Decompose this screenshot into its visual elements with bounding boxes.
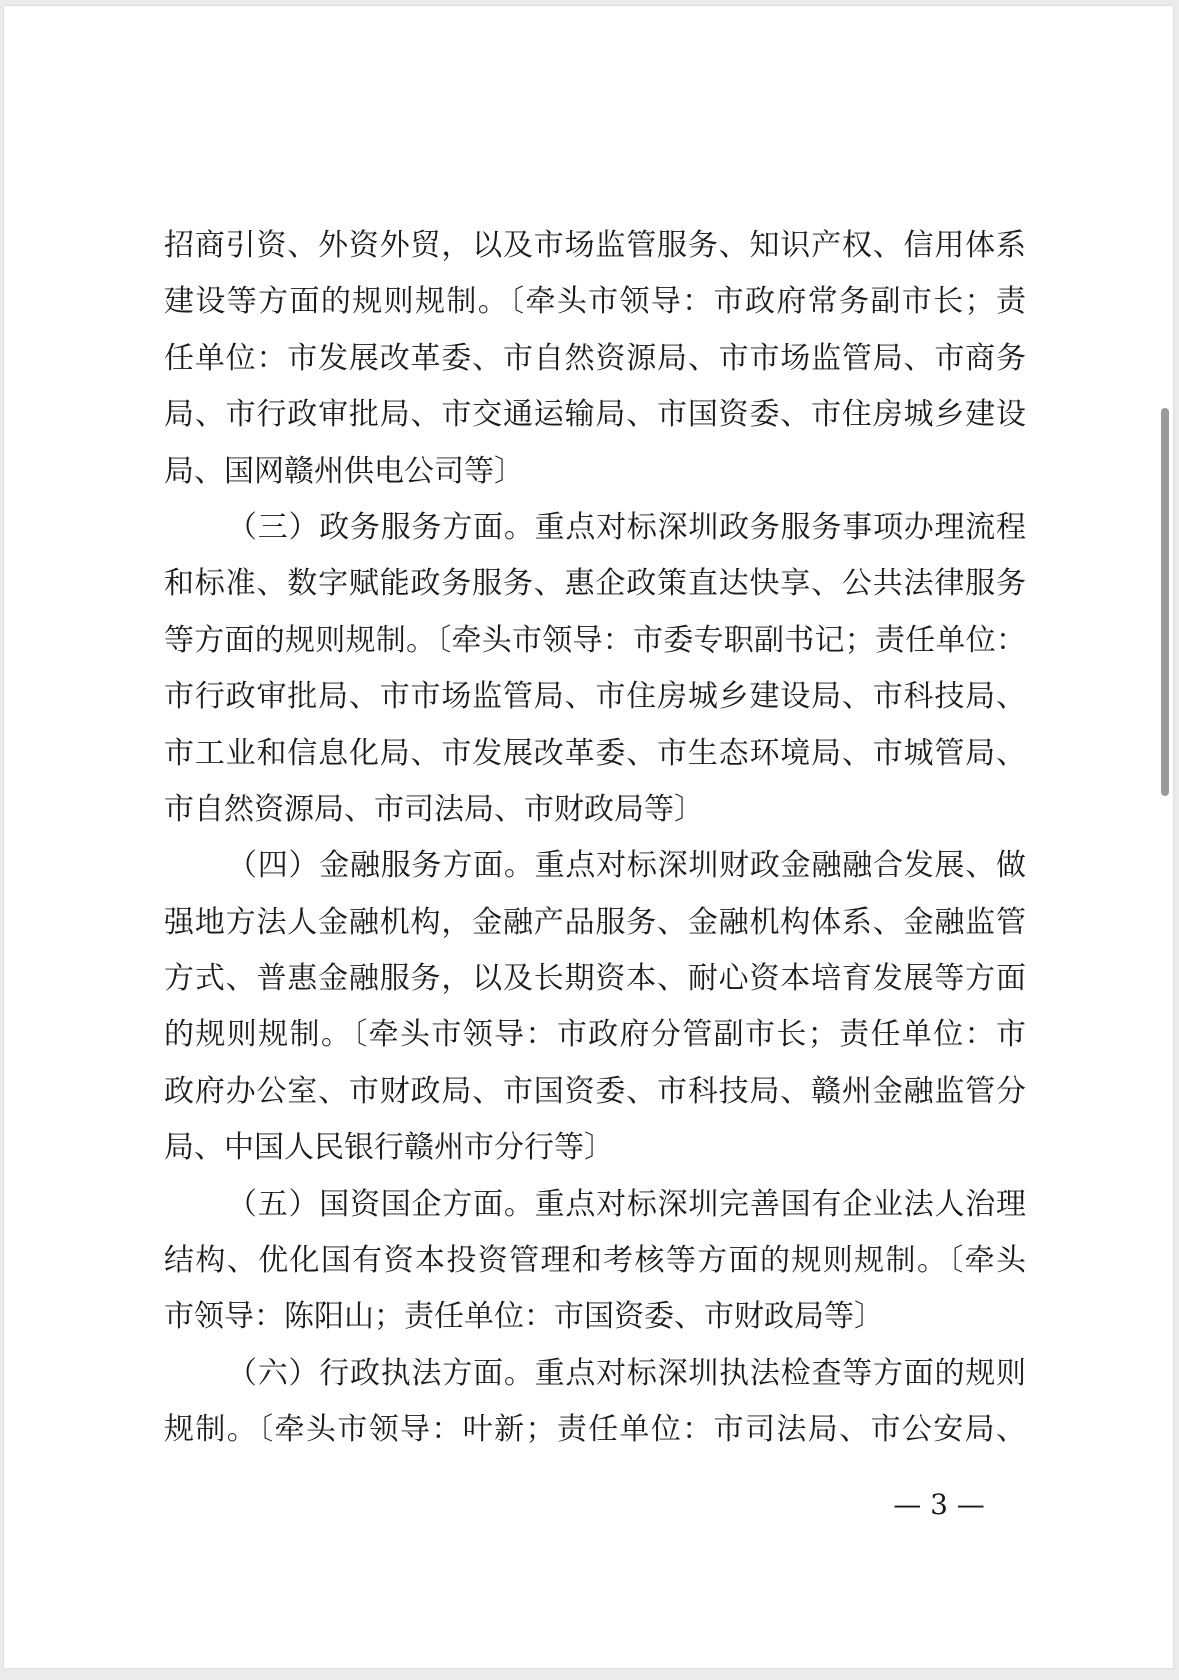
text-line: 招商引资、外资外贸，以及市场监管服务、知识产权、信用体系 <box>164 228 1026 263</box>
text-line: 市工业和信息化局、市发展改革委、市生态环境局、市城管局、 <box>164 735 1026 771</box>
text-line: 市自然资源局、市司法局、市财政局等〕 <box>164 791 704 827</box>
text-line: 方式、普惠金融服务，以及长期资本、耐心资本培育发展等方面 <box>164 961 1026 997</box>
document-page <box>4 6 1173 1668</box>
text-line: 规制。〔牵头市领导：叶新；责任单位：市司法局、市公安局、 <box>164 1412 1026 1448</box>
section-heading-line: （三）政务服务方面。重点对标深圳政务服务事项办理流程 <box>227 509 1026 545</box>
text-line: 市领导：陈阳山；责任单位：市国资委、市财政局等〕 <box>164 1299 884 1335</box>
text-line: 建设等方面的规则规制。〔牵头市领导：市政府常务副市长；责 <box>164 284 1026 320</box>
section-heading-line: （六）行政执法方面。重点对标深圳执法检查等方面的规则 <box>227 1355 1026 1391</box>
text-line: 结构、优化国有资本投资管理和考核等方面的规则规制。〔牵头 <box>164 1243 1026 1279</box>
text-line: 局、中国人民银行赣州市分行等〕 <box>164 1130 614 1166</box>
text-line: 等方面的规则规制。〔牵头市领导：市委专职副书记；责任单位： <box>164 622 1026 658</box>
document-body <box>164 218 1026 1459</box>
text-line: 市行政审批局、市市场监管局、市住房城乡建设局、市科技局、 <box>164 679 1026 715</box>
text-line: 局、市行政审批局、市交通运输局、市国资委、市住房城乡建设 <box>164 397 1026 433</box>
text-line: 任单位：市发展改革委、市自然资源局、市市场监管局、市商务 <box>164 340 1026 376</box>
page-number: — 3 — <box>893 1488 985 1521</box>
text-line: 和标准、数字赋能政务服务、惠企政策直达快享、公共法律服务 <box>164 566 1026 602</box>
text-line: 的规则规制。〔牵头市领导：市政府分管副市长；责任单位：市 <box>164 1017 1026 1053</box>
scrollbar-thumb[interactable] <box>1161 408 1169 796</box>
text-line: 局、国网赣州供电公司等〕 <box>164 453 524 489</box>
text-line: 政府办公室、市财政局、市国资委、市科技局、赣州金融监管分 <box>164 1073 1026 1109</box>
text-line: 强地方法人金融机构，金融产品服务、金融机构体系、金融监管 <box>164 904 1026 940</box>
section-heading-line: （五）国资国企方面。重点对标深圳完善国有企业法人治理 <box>227 1186 1026 1222</box>
section-heading-line: （四）金融服务方面。重点对标深圳财政金融融合发展、做 <box>227 848 1026 884</box>
